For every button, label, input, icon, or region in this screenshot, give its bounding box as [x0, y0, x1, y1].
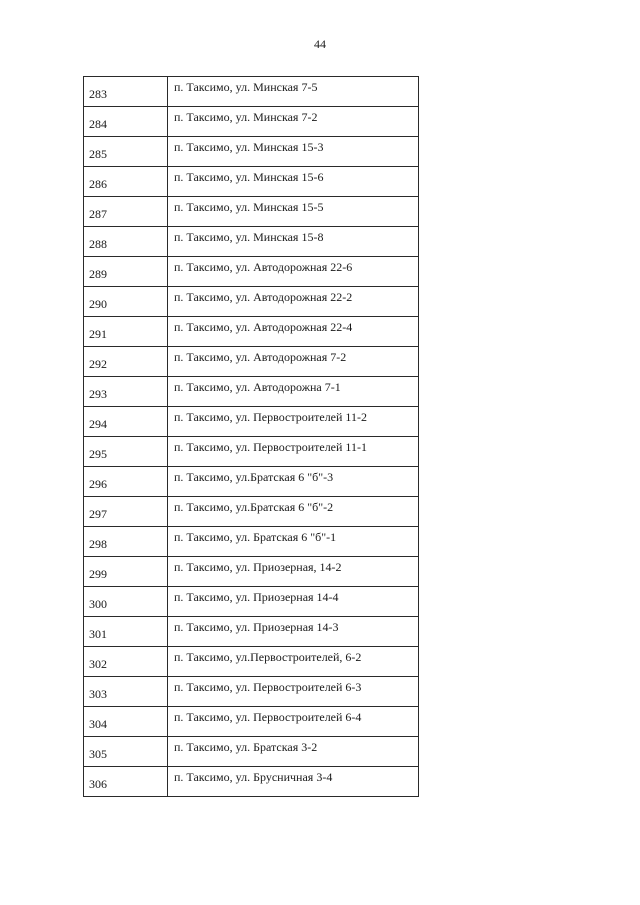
- address-cell: п. Таксимо, ул.Братская 6 "б"-2: [168, 497, 419, 527]
- table-row: [84, 107, 419, 137]
- table-row: [84, 227, 419, 257]
- row-number-cell: 287: [84, 197, 168, 227]
- table-row: [84, 617, 419, 647]
- table-row: [84, 497, 419, 527]
- page-number: 44: [314, 37, 326, 51]
- table-row: [84, 77, 419, 107]
- row-number-cell: 291: [84, 317, 168, 347]
- address-cell: п. Таксимо, ул.Первостроителей, 6-2: [168, 647, 419, 677]
- table-row: [84, 377, 419, 407]
- table-row: [84, 137, 419, 167]
- table-row: [84, 737, 419, 767]
- address-cell: п. Таксимо, ул. Автодорожна 7-1: [168, 377, 419, 407]
- row-number-cell: 297: [84, 497, 168, 527]
- row-number-cell: 300: [84, 587, 168, 617]
- address-cell: п. Таксимо, ул. Первостроителей 6-3: [168, 677, 419, 707]
- row-number-cell: 303: [84, 677, 168, 707]
- row-number-cell: 284: [84, 107, 168, 137]
- address-cell: п. Таксимо, ул. Автодорожная 22-4: [168, 317, 419, 347]
- address-cell: п. Таксимо, ул. Минская 15-6: [168, 167, 419, 197]
- table-row: [84, 527, 419, 557]
- row-number-cell: 290: [84, 287, 168, 317]
- address-cell: п. Таксимо, ул. Минская 15-8: [168, 227, 419, 257]
- address-cell: п. Таксимо, ул. Минская 15-3: [168, 137, 419, 167]
- address-cell: п. Таксимо, ул. Приозерная 14-4: [168, 587, 419, 617]
- address-table-body: [84, 77, 419, 797]
- table-row: [84, 767, 419, 797]
- row-number-cell: 296: [84, 467, 168, 497]
- table-row: [84, 407, 419, 437]
- table-row: [84, 257, 419, 287]
- table-row: [84, 197, 419, 227]
- address-cell: п. Таксимо, ул. Первостроителей 11-1: [168, 437, 419, 467]
- address-cell: п. Таксимо, ул. Братская 6 "б"-1: [168, 527, 419, 557]
- row-number-cell: 301: [84, 617, 168, 647]
- table-row: [84, 557, 419, 587]
- address-cell: п. Таксимо, ул. Автодорожная 22-6: [168, 257, 419, 287]
- row-number-cell: 295: [84, 437, 168, 467]
- table-row: [84, 587, 419, 617]
- table-row: [84, 677, 419, 707]
- address-cell: п. Таксимо, ул. Первостроителей 11-2: [168, 407, 419, 437]
- row-number-cell: 285: [84, 137, 168, 167]
- address-cell: п. Таксимо, ул. Автодорожная 7-2: [168, 347, 419, 377]
- table-row: [84, 437, 419, 467]
- address-cell: п. Таксимо, ул. Первостроителей 6-4: [168, 707, 419, 737]
- row-number-cell: 299: [84, 557, 168, 587]
- address-table: [83, 76, 419, 797]
- row-number-cell: 306: [84, 767, 168, 797]
- address-cell: п. Таксимо, ул. Минская 7-5: [168, 77, 419, 107]
- row-number-cell: 305: [84, 737, 168, 767]
- row-number-cell: 289: [84, 257, 168, 287]
- address-cell: п. Таксимо, ул. Минская 7-2: [168, 107, 419, 137]
- table-row: [84, 647, 419, 677]
- address-cell: п. Таксимо, ул. Автодорожная 22-2: [168, 287, 419, 317]
- row-number-cell: 302: [84, 647, 168, 677]
- row-number-cell: 293: [84, 377, 168, 407]
- address-cell: п. Таксимо, ул. Братская 3-2: [168, 737, 419, 767]
- table-row: [84, 347, 419, 377]
- table-row: [84, 317, 419, 347]
- address-cell: п. Таксимо, ул.Братская 6 "б"-3: [168, 467, 419, 497]
- row-number-cell: 304: [84, 707, 168, 737]
- table-row: [84, 287, 419, 317]
- row-number-cell: 283: [84, 77, 168, 107]
- table-row: [84, 707, 419, 737]
- row-number-cell: 286: [84, 167, 168, 197]
- address-cell: п. Таксимо, ул. Приозерная, 14-2: [168, 557, 419, 587]
- row-number-cell: 294: [84, 407, 168, 437]
- address-cell: п. Таксимо, ул. Приозерная 14-3: [168, 617, 419, 647]
- address-cell: п. Таксимо, ул. Брусничная 3-4: [168, 767, 419, 797]
- table-row: [84, 467, 419, 497]
- table-row: [84, 167, 419, 197]
- address-cell: п. Таксимо, ул. Минская 15-5: [168, 197, 419, 227]
- row-number-cell: 298: [84, 527, 168, 557]
- row-number-cell: 288: [84, 227, 168, 257]
- row-number-cell: 292: [84, 347, 168, 377]
